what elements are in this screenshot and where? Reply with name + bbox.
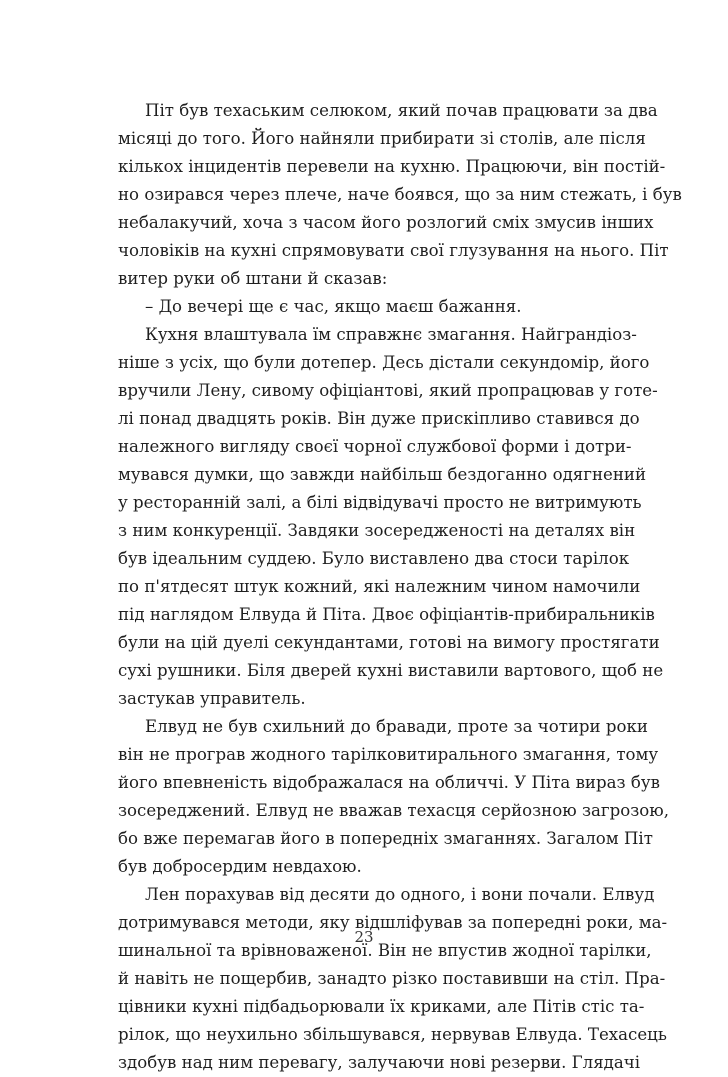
text-line: здобув над ним перевагу, залучаючи нові резерви. Глядачі	[118, 1053, 641, 1072]
text-line: бо вже перемагав його в попередніх змаганнях. Загалом Піт	[118, 829, 653, 848]
text-line: він не програв жодного тарілковитирального змагання, тому	[118, 745, 659, 764]
text-line: ніше з усіх, що були дотепер. Десь дістали секундомір, його	[118, 353, 650, 372]
text-line: й навіть не пощербив, занадто різко поставивши на стіл. Пра-	[118, 969, 666, 988]
text-line: його впевненість відображалася на обличчі. У Піта вираз був	[118, 773, 660, 792]
text-line: дотримувався методи, яку відшліфував за попередні роки, ма-	[118, 913, 668, 932]
text-line: цівники кухні підбадьорювали їх криками, але Пітів стіс та-	[118, 997, 645, 1016]
text-line: кількох інцидентів перевели на кухню. Працюючи, він постій-	[118, 157, 666, 176]
text-line: сухі рушники. Біля дверей кухні виставили вартового, щоб не	[118, 661, 664, 680]
text-line: застукав управитель.	[118, 689, 306, 708]
text-line: Піт був техаським селюком, який почав працювати за два	[145, 101, 658, 120]
text-line: Елвуд не був схильний до бравади, проте за чотири роки	[145, 717, 648, 736]
text-line: Лен порахував від десяти до одного, і вони почали. Елвуд	[145, 885, 655, 904]
text-line: у ресторанній залі, а білі відвідувачі просто не витримують	[118, 493, 642, 512]
text-line: були на цій дуелі секундантами, готові на вимогу простягати	[118, 633, 660, 652]
text-line: небалакучий, хоча з часом його розлогий сміх змусив інших	[118, 213, 654, 232]
text-line: но озирався через плече, наче боявся, що за ним стежать, і був	[118, 185, 682, 204]
text-line: під наглядом Елвуда й Піта. Двоє офіціантів-прибиральників	[118, 605, 655, 624]
text-line: витер руки об штани й сказав:	[118, 269, 388, 288]
text-line: лі понад двадцять років. Він дуже прискіпливо ставився до	[118, 409, 640, 428]
text-line: місяці до того. Його найняли прибирати зі столів, але після	[118, 129, 646, 148]
text-line: Кухня влаштувала їм справжнє змагання. Найграндіоз-	[145, 325, 637, 344]
text-line: зосереджений. Елвуд не вважав техасця серйозною загрозою,	[118, 801, 669, 820]
page-number: 23	[354, 928, 374, 946]
text-line: – До вечері ще є час, якщо маєш бажання.	[145, 297, 522, 316]
text-line: з ним конкуренції. Завдяки зосередженості на деталях він	[118, 521, 636, 540]
text-line: рілок, що неухильно збільшувався, нервував Елвуда. Техасець	[118, 1025, 667, 1044]
text-line: вручили Лену, сивому офіціантові, який пропрацював у готе-	[118, 381, 658, 400]
text-line: був ідеальним суддею. Було виставлено два стоси тарілок	[118, 549, 630, 568]
text-line: належного вигляду своєї чорної службової форми і дотри-	[118, 437, 632, 456]
text-line: мувався думки, що завжди найбільш бездоганно одягнений	[118, 465, 647, 484]
text-line: по п'ятдесят штук кожний, які належним чином намочили	[118, 577, 641, 596]
text-line: чоловіків на кухні спрямовувати свої глузування на нього. Піт	[118, 241, 669, 260]
text-line: був добросердим невдахою.	[118, 857, 362, 876]
text-line: шинальної та врівноваженої. Він не впустив жодної тарілки,	[118, 941, 652, 960]
